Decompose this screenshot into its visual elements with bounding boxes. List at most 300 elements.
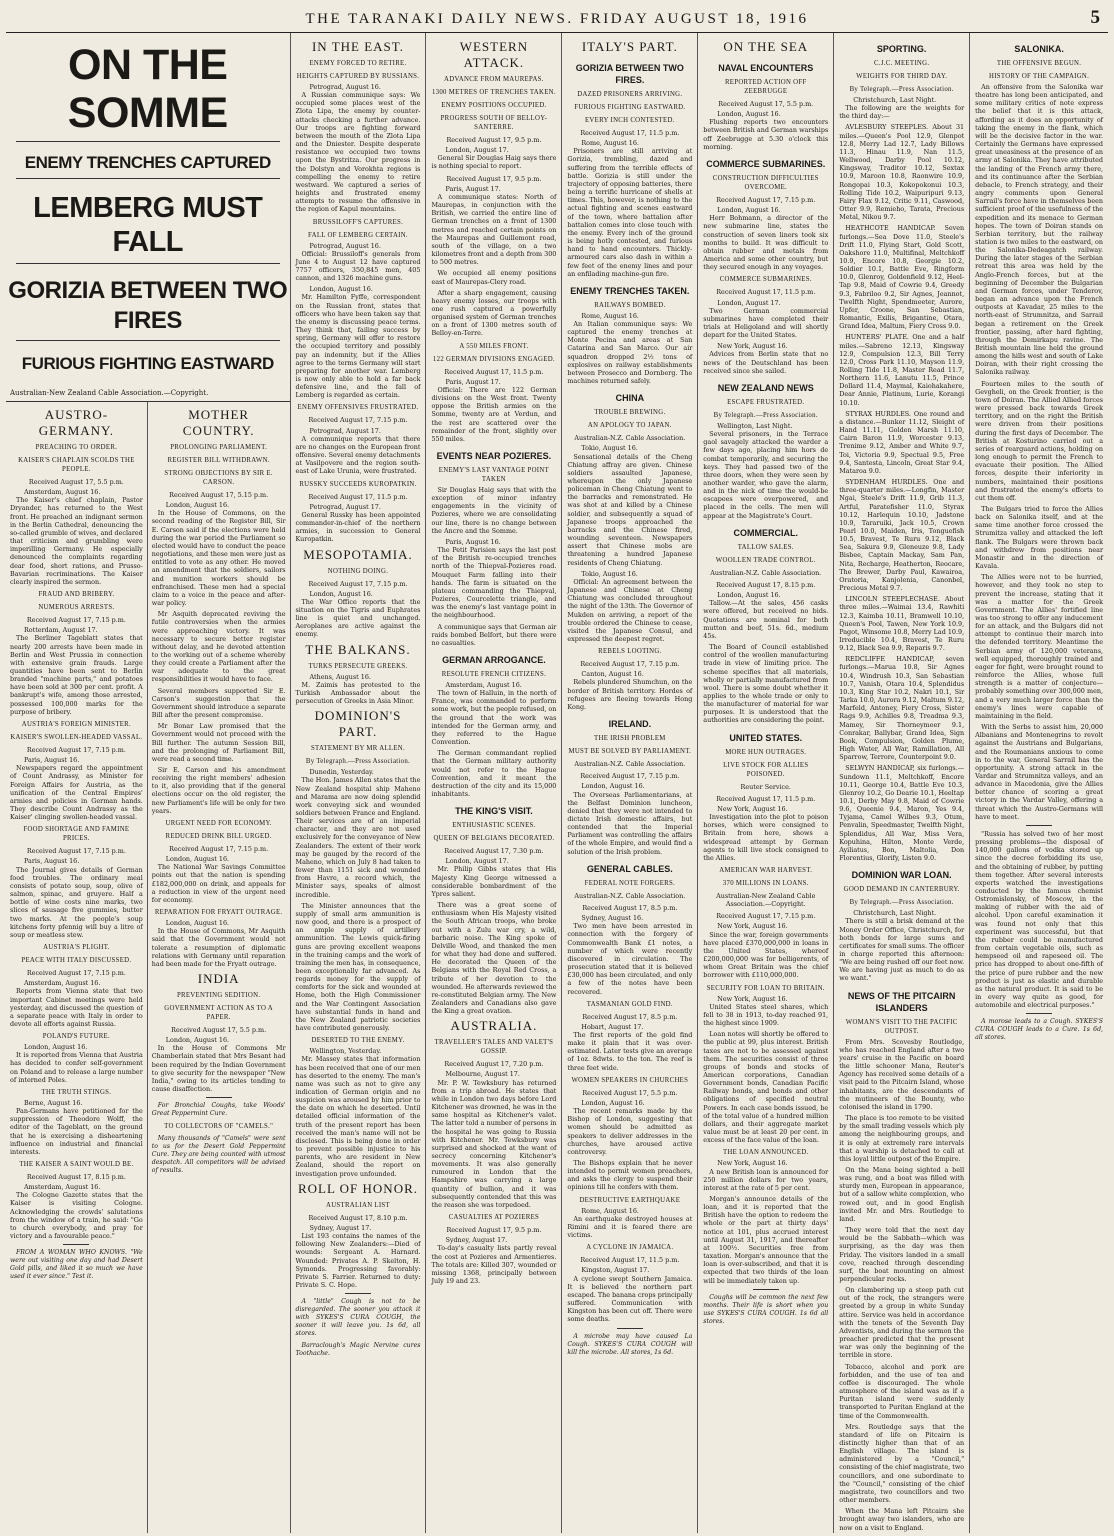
section-head: AUSTRALIA. bbox=[450, 1018, 538, 1034]
section-head: IRELAND. bbox=[608, 719, 652, 730]
dateline: Sydney, August 17. bbox=[309, 1223, 372, 1232]
article-text: The recent remarks made by the Bishop of London, suggesting that women should be admitted as speakers to deliver addresses in the churches, have aroused active controversy. bbox=[567, 1107, 693, 1156]
article-text: M. Zaimis has protested to the Turkish Ambassador about the persecution of Greeks in Asia Minor. bbox=[295, 680, 421, 706]
in-the-east-column bbox=[291, 33, 427, 1533]
article-text: On the Mana being sighted a bell was rung, and a boat was filled with sturdy men, European in appearance, but of a sallow white complexion, who rowed out, and in good English invited Mr. and Mrs. Routledge to land. bbox=[839, 1165, 965, 1223]
subhead: NOTHING DOING. bbox=[327, 567, 389, 575]
received-line: Received August 17, 9.5 p.m. bbox=[446, 136, 542, 144]
dateline: London, August 16. bbox=[309, 589, 373, 598]
subhead: GORIZIA BETWEEN TWO FIRES. bbox=[575, 63, 684, 85]
advertisement: A microbe may have caused La Cough. SYKES'S CURA COUGH will kill the microbe. All stores, 1s 6d. bbox=[567, 1332, 693, 1356]
article-text: Herr Bohmann, a director of the new submarine line, states the construction of seven liners took six months to build. It was difficult to obtain rubber and metals from America and some other country, but they secured enough in any voyages. bbox=[703, 214, 829, 272]
article-text: The first reports of the gold find make it plain that it was over-estimated. Later tests give an average of 1oz. 8dwts. to the ton. The reef is three feet wide. bbox=[567, 1030, 693, 1072]
dateline: London, August 16. bbox=[309, 285, 373, 294]
subhead: GOVERNMENT ACTION AS TO A PAPER. bbox=[164, 1004, 273, 1021]
subhead: AMERICAN WAR HARVEST. bbox=[719, 867, 813, 874]
dateline: New York, August 16. bbox=[717, 804, 788, 813]
article-text: Since the war, foreign governments have placed £370,000,000 in loans in the United States, whereof £200,000,000 was for belligerents, of whom Great Britain was the chief borrower with £110,000,000. bbox=[703, 930, 829, 980]
received-line: Received August 17, 8.10 p.m. bbox=[308, 1213, 408, 1222]
article-text: Fourteen miles to the south of Gevgheli, on the Greek frontier, is the town of Doiran. The Allied Allied forces were pressed back towards Greek territory, and on the right the British were driven from their positions during the first days of December. The British at Kosturino carried out a series of rearguard actions, holding on long enough to permit the French to evacuate their position. The Allied forces, despite their inferiority in numbers, maintained their positions and frustrated the enemy's efforts to cut them off. bbox=[975, 379, 1104, 502]
article-text: Sir E. Carson and his amendment receiving the right members' adhesion to it, also providing that if the general elections occur on the old register, the new Parliament's life will be only for two years. bbox=[151, 766, 286, 815]
dateline: London, August 16. bbox=[581, 782, 645, 791]
dateline: Christchurch, Last Night. bbox=[853, 96, 937, 104]
subhead: FOOD SHORTAGE AND FAMINE PRICES. bbox=[23, 826, 130, 843]
article-text: They were told that the next day would be the Sabbath—which was surprising, as the day was then Friday. The visitors landed in a small cove, reached through descending surf, the boat mounting on almost perpendicular rocks. bbox=[839, 1226, 965, 1283]
article-text: Official: There are 122 German divisions on the West front. Twenty oppose the British armies on the Somme, twenty are at Verdun, and the rest are scattered over the remainder of the front, slightly over 550 miles. bbox=[431, 385, 557, 443]
salonika-column bbox=[970, 33, 1108, 1533]
article-text: Reports from Vienna state that two important Cabinet meetings were held yesterday, and discussed the question of a separate peace with Italy in order to devote all efforts against Russia. bbox=[10, 987, 143, 1028]
dateline: London, August 17. bbox=[717, 298, 781, 307]
article-text: Mr. Philip Gibbs states that His Majesty King George witnessed a considerable bombardment of the Ypres salient. bbox=[431, 865, 557, 898]
article-text: The town of Halluin, in the north of France, was commanded to perform some work, but the people refused, on the ground that the work was intended for the German army, and they referred to the Hague Convention. bbox=[431, 689, 557, 747]
article-text: General Sir Douglas Haig says there is nothing special to report. bbox=[431, 154, 557, 171]
subhead: HISTORY OF THE CAMPAIGN. bbox=[989, 73, 1090, 80]
dateline: Sydney, August 17. bbox=[445, 1236, 508, 1245]
subhead: AUSTRIA'S PLIGHT. bbox=[43, 944, 110, 952]
section-head: EVENTS NEAR POZIERES. bbox=[436, 451, 552, 461]
dateline: London, August 17. bbox=[445, 146, 509, 155]
article-text: Mr. Hamilton Fyffe, correspondent on the Russian front, states that officers who have been taken say that the enemy is discussing peace terms. They think that, failing success by spring, Germany will offer to restore the occupied territory and possibly pay an indemnity, but if the Allies agree to the terms Germany will start preparing for another war. Lemberg is now only able to hold a far back defensive line, and the fall of Lemberg is regarded as certain. bbox=[295, 293, 421, 400]
dateline: Rome, August 16. bbox=[581, 311, 639, 320]
section-head: NEWS OF THE PITCAIRN ISLANDERS bbox=[847, 990, 956, 1013]
subhead: BRUSSILOFF'S CAPTURES. bbox=[312, 218, 404, 226]
dateline: Wellington, Yesterday. bbox=[309, 1047, 382, 1056]
section-head: SPORTING. bbox=[876, 44, 927, 54]
section-head: ENEMY TRENCHES TAKEN. bbox=[570, 285, 690, 296]
article-text: Mrs. Routledge says that the standard of life on Pitcairn is distinctly higher than that of an English village. The island is administered by a "Council," consisting of the chief magistrate, two councillors, and one subordinate to the "Council," consisting of the chief magistrate, two councillors and two other members. bbox=[839, 1422, 965, 1505]
subhead: NUMEROUS ARRESTS. bbox=[38, 604, 115, 612]
dateline: London, August 16. bbox=[717, 110, 781, 119]
subhead: KAISER'S SWOLLEN-HEADED VASSAL. bbox=[10, 733, 143, 741]
advertisement: For Bronchial Coughs, take Woods' Great Peppermint Cure. bbox=[151, 1102, 286, 1118]
dateline: London, August 17. bbox=[445, 857, 509, 866]
subhead: By Telegraph.—Press Association. bbox=[849, 86, 954, 93]
received-line: Received August 17, 11.5 p.m. bbox=[308, 492, 408, 501]
dateline: London, August 16. bbox=[24, 1043, 88, 1052]
race-weights: LINCOLN STEEPLECHASE. About three miles.—Waimai 13.4, Rawhiti 12.3, Kaimba 10.11, Bramwell 10.10, Queen's Pool, Tawen, New York 10.9, Pagot, Winsome 10.8, Merry Lad 10.9, Irreducible 10.4, Bravest, Te Ruru 9.12, Black Sea 9.9, Reparis 9.7. bbox=[839, 595, 965, 653]
article-text: To-day's casualty lists partly reveal the cost at Pozieres and Armentieres. The totals are: Killed 307, wounded or missing 1368, principally between July 19 and 23. bbox=[431, 1244, 557, 1286]
headline-somme: ON THE SOMME bbox=[67, 41, 228, 137]
subhead: REPARATION FOR FRYATT OUTRAGE. bbox=[154, 909, 283, 917]
subhead: FURIOUS FIGHTING EASTWARD. bbox=[574, 104, 686, 111]
subhead: URGENT NEED FOR ECONOMY. bbox=[165, 819, 272, 827]
credit-line: Australian-N.Z. Cable Association. bbox=[574, 434, 686, 443]
subhead: 122 GERMAN DIVISIONS ENGAGED. bbox=[432, 355, 555, 363]
dateline: Kingston, August 17. bbox=[581, 1266, 650, 1275]
section-head: NEW ZEALAND NEWS bbox=[717, 382, 814, 393]
article-text: The following are the weights for the third day:— bbox=[839, 104, 965, 121]
dateline: Rotterdam, August 17. bbox=[24, 626, 98, 635]
subhead: REBELS LOOTING. bbox=[598, 648, 662, 656]
subhead: RESOLUTE FRENCH CITIZENS. bbox=[441, 670, 547, 678]
race-weights: AVLESBURY STEEPLES. About 31 miles.—Queen's Pool 12.9, Glenpot 12.8, Merry Lad 12.7, Lady Billows 11.3, Hinau 11.9, Nan 11.5, Wellwood, Darby Pool 10.12, Kingsway, Traditor 10.12, Sextax 10.9, Maroon 10.8, Raonwire 10.9, Rongopai 10.3, Kokopokonui 10.3, Rolling Tide 10.2, Waipuripuri 9.13, Fairy Flax 9.12, Critic 9.11, Caswood, Otter 9.9, Remieho, Tarata, Precious Metal, Nikou 9.7. bbox=[839, 123, 965, 222]
received-line: Received August 17, 5.5 p.m. bbox=[171, 1025, 267, 1034]
article-text: Mr. Massey states that information has been received that one of our men has deserted to the enemy. The man's name was such as not to give any indication of German origin and no suspicion was aroused by him prior to the date on which he deserted. Until detailed official information of the truth of the present report has been received the man's name will not be disclosed. This is being done in order to prevent possible injustice to his parents, who are resident in New Zealand, should the report on investigation prove unfounded. bbox=[295, 1055, 421, 1178]
article-text: Official: Brussiloff's generals from June 4 to August 12 have captured 7757 officers, 350,845 men, 405 cannon, and 1326 machine guns. bbox=[295, 249, 421, 283]
headline-trenches: ENEMY TRENCHES CAPTURED bbox=[24, 153, 271, 172]
article-text: A communique reports that there are no changes on the European front offensive. Several enemy detachments at Vasilpovere and the region south-east of Lake Urunia, were frustrated. bbox=[295, 434, 421, 476]
article-text: Mr Bonar Law promised that the Government would not proceed with the Bill further. The autumn Session Bill, and the prolonging of Parliament Bill, were read a second time. bbox=[151, 722, 286, 763]
dateline: Amsterdam, August 16. bbox=[445, 680, 522, 689]
subhead: WEIGHTS FOR THIRD DAY. bbox=[856, 73, 948, 80]
subhead: MORE HUN OUTRAGES. bbox=[725, 748, 807, 756]
subhead: PROLONGING PARLIAMENT. bbox=[170, 444, 268, 451]
received-line: Received August 17, 7.15 p.m. bbox=[580, 772, 680, 781]
dateline: London, August 16. bbox=[717, 591, 781, 600]
dateline: Christchurch, Last Night. bbox=[853, 909, 937, 918]
article-text: Mr. P. W. Tewksbury has returned from a trip abroad. He states that while in London two days before Lord Kitchener was drowned, he was in the same hospital as Kitchener's valet. The latter told a number of persons in the hospital he was going to Russia with Kitchener. Mr. Tewksbury was surprised and shocked at the want of secrecy concerning Kitchener's movements. It was also generally rumoured in London that the Hampshire was carrying a large quantity of bullion, and it was subsequently contended that this was the reason she was torpedoed. bbox=[431, 1078, 557, 1209]
advertisement: Coughs will be common the next few months. Their life is short when you use SYKES'S CURA COUGH. 1s 6d all stores. bbox=[703, 1293, 829, 1325]
subhead: FEDERAL NOTE FORGERS. bbox=[584, 879, 676, 887]
section-head: MOTHER COUNTRY. bbox=[182, 407, 255, 438]
section-head: DOMINION'S PART. bbox=[314, 708, 402, 740]
subhead: DESERTED TO THE ENEMY. bbox=[311, 1037, 405, 1045]
article-text: The Cologne Gazette states that the Kaiser is visiting Cologne. Acknowledging the crowds' salutations from the window of a train, he said: "Go to church everybody, and pray for victory and a favourable peace." bbox=[10, 1191, 143, 1241]
received-line: Received August 17, 8.15 p.m. bbox=[716, 580, 816, 589]
divider bbox=[206, 1097, 232, 1098]
divider bbox=[63, 1244, 89, 1245]
article-text: A new British loan is announced for 250 million dollars for two years, interest at the rate of 5 per cent. bbox=[703, 1167, 829, 1192]
received-line: Received August 17, 8.15 p.m. bbox=[26, 1173, 126, 1181]
received-line: Received August 17, 8.5 p.m. bbox=[582, 903, 678, 912]
subhead: FRAUD AND BRIBERY. bbox=[38, 591, 115, 599]
received-line: Received August 17, 7.30 p.m. bbox=[444, 847, 544, 856]
divider bbox=[1026, 825, 1052, 826]
credit-line: Reuter Service. bbox=[740, 782, 791, 791]
article-text: List 193 contains the names of the following New Zealanders:—Died of wounds: Sergeant A. Harnard. Wounded: Privates A. P. Skelton, H. Symonds. Progressing favorably: Private S. Farrier. Returned to duty: Private S. C. Hope. bbox=[295, 1232, 421, 1289]
article-text: Tobacco, alcohol and pork are forbidden, and the use of tea and coffee is discouraged. The whole atmosphere of the island was as if a Puritan island were suddenly transported to Puritan England at the time of the Commonwealth. bbox=[839, 1362, 965, 1420]
dateline: Petrograd, August 16. bbox=[309, 241, 381, 250]
subhead: PREACHING TO ORDER. bbox=[35, 444, 118, 451]
article-text: Investigation into the plot to poison horses, which were consigned to Britain from here, shows a widespread attempt by German agents to kill live stock consigned to the Allies. bbox=[703, 813, 829, 862]
dateline: New York, August 16. bbox=[717, 994, 788, 1003]
article-text: In the House of Commons, Mr Asquith said that the Government would not tolerate a resumption of diplomatic relations with Germany until reparation had been made for the Fryatt outrage. bbox=[151, 927, 286, 968]
received-line: Received August 17, 11.5 p.m. bbox=[716, 288, 816, 297]
subhead: TRAVELLER'S TALES AND VALET'S GOSSIP. bbox=[434, 1039, 554, 1056]
advertisement: FROM A WOMAN WHO KNOWS. "We were out visiting one day and had Desert Gold pills, and liked it so much we have used it ever since." Test it. bbox=[10, 1249, 143, 1281]
article-text: When the Mana left Pitcairn she brought away two islanders, who are now on a visit to England. bbox=[839, 1507, 965, 1532]
article-text: Several members supported Sir E. Carson's suggestion that the Government should introduce a separate Bill after the present compromise. bbox=[151, 686, 286, 720]
article-text: Two German commercial submarines have completed their trials at Heligoland and will shortly depart for the United States. bbox=[703, 306, 829, 340]
headline-eastward: FURIOUS FIGHTING EASTWARD bbox=[21, 354, 274, 373]
subhead: EVERY INCH CONTESTED. bbox=[584, 117, 675, 124]
subhead: AUSTRIA'S FOREIGN MINISTER. bbox=[21, 720, 131, 728]
article-text: Mr Asquith deprecated reviving the futile controversies when the armies were approaching victory. It was necessary to secure better register without delay, and he devoted attention to the working out of a scheme whereby they could create a Parliament after the war adequate to the great responsibilities it would have to face. bbox=[151, 610, 286, 684]
article-text: Loan notes will shortly be offered to the public at 99, plus interest. British taxes are not to be assessed against them. The securities consist of three groups of bonds and stocks of American corporations, Canadian Government bonds, Canadian Pacific Railway bonds, and bonds and other obligations of specified neutral Powers. In each case bonds issued, be of the total value of a hundred million dollars, and their aggregate market value must be at least 20 per cent. in excess of the face value of the loan. bbox=[703, 1030, 829, 1145]
article-text: The War Office reports that the situation on the Tigris and Euphrates line is quiet and unchanged. Aeroplanes are active against the enemy. bbox=[295, 597, 421, 639]
received-line: Received August 17, 7.15 p.m. bbox=[580, 660, 680, 669]
article-text: A communique states: North of Maurepas, in conjunction with the British, we carried the entire line of German trenches on a front of 1300 metres and reached certain points on the Maurepas and Guillemont road, south of the village, on a two kilometres front and a depth from 300 to 500 metres. bbox=[431, 192, 557, 267]
divider bbox=[617, 1328, 643, 1329]
race-weights: REDCLIFFE HANDICAP, seven furlongs.—Marua 10.8, Sir Agnes 10.4, Windrush 10.3, San Sebastian 10.7, Vanish, Otara 10.4, Splendidus 10.3, King Star 10.2, Nakri 10.1, Sir Tarka 10.0, Aurora 9.12, Maltum 9.12, Marfeld, Antoney, Fiery Cross, Sister Rags 9.9, Achilles 9.8, Treadma 9.3, Mamey, Sir Thorneymeer 9.1, Conrakar, Ballybar, Grand Idea, Sign Book, Compulsion, Golden Plume, High Water, All War, Ramillation, All Sparrow, Terrore, Counterpoint 9.0. bbox=[839, 655, 965, 762]
divider bbox=[345, 1293, 371, 1294]
article-text: The German commandant replied that the German military authority would not refer to the Hague Convention, and it meant the destruction of the city and its 15,000 inhabitants. bbox=[431, 749, 557, 798]
subhead: RAILWAYS BOMBED. bbox=[594, 301, 666, 309]
dateline: Amsterdam, August 16. bbox=[24, 488, 101, 497]
received-line: Received August 17, 8.5 p.m. bbox=[582, 1012, 678, 1021]
received-line: Received August 17, 7.15 p.m. bbox=[26, 745, 126, 754]
dateline: Petrograd, August 16. bbox=[309, 83, 381, 91]
divider bbox=[16, 263, 280, 264]
dateline: London, August 16. bbox=[581, 1098, 645, 1107]
section-head: DOMINION WAR LOAN. bbox=[851, 870, 952, 881]
subhead: MUST BE SOLVED BY PARLIAMENT. bbox=[568, 748, 692, 756]
subhead: STATEMENT BY MR ALLEN. bbox=[310, 745, 406, 753]
article-text: The Hon. James Allen states that the New Zealand hospital ship Maheno and Marama are now doing splendid work conveying sick and wounded soldiers between France and England. Their services are of an imperial character, and they are not used exclusively for the conveyance of New Zealanders. The extent of their work may be gauged by the record of the Maheno, which on July 8 had taken to fewer than 1151 sick and wounded from Havre, a record which, the Minister says, speaks of almost incredible. bbox=[295, 776, 421, 899]
subhead: SECURITY FOR LOAN TO BRITAIN. bbox=[706, 984, 825, 992]
on-the-sea-column bbox=[698, 33, 834, 1533]
dateline: Paris, August 17. bbox=[445, 377, 501, 386]
article-text: General Russky has been appointed commander-in-chief of the northern armies, in succession to General Kuropatkin. bbox=[295, 510, 421, 544]
received-line: Received August 17, 9.5 p.m. bbox=[446, 174, 542, 183]
dateline: London, August 16. bbox=[165, 919, 230, 928]
article-text: Pan-Germans have petitioned for the suppression of Theodore Wolff, the editor of the Tageblatt, on the ground that he is exercising a disheartening influence on industrial and financial interests. bbox=[10, 1107, 143, 1156]
subhead: ENEMY FORCED TO RETIRE. bbox=[309, 60, 407, 67]
subhead: ENEMY'S LAST VANTAGE POINT TAKEN bbox=[438, 467, 550, 483]
received-line: Received August 17, 7.15 p.m. bbox=[26, 616, 126, 625]
article-text: An Italian communique says: We captured the enemy trenches at Monte Pecina and areas at San Catarina and San Marco. Our air squadron dropped 2½ tons of explosives on railway establishments between Prosecco and Dornberg. The machines returned safely. bbox=[567, 319, 693, 386]
credit-line: Australian-N.Z. Cable Association. bbox=[710, 568, 822, 577]
article-text: The Overseas Parliamentarians, at the Belfast Dominion luncheon, denied that they were not intended to dictate Irish domestic affairs, but contended that the Imperial Parliament was controlling the affairs of the whole Empire, and would find a solution of the Irish problem. bbox=[567, 790, 693, 856]
subhead: ENEMY POSITIONS OCCUPIED. bbox=[441, 102, 547, 109]
headline-gorizia: GORIZIA BETWEEN TWO FIRES bbox=[8, 277, 288, 334]
subhead: REDUCED DRINK BILL URGED. bbox=[165, 832, 272, 840]
subhead: THE KAISER A SAINT WOULD BE. bbox=[19, 1161, 134, 1168]
divider bbox=[16, 340, 280, 341]
section-head: CHINA bbox=[615, 393, 645, 404]
article-text: An offensive from the Salonika war theatre has long been anticipated, and some military critics of note express the belief that it is this attack, affording as it does an opportunity of taking the enemy in the flank, which will be the decisive factor in the war. Certainly the Germans have expressed great uneasiness at the presence of an army at Salonika. They have attributed the landing of the French army there, and its continuance after the Serbian debacle, to French strategy, and their angry comments upon General Sarrail's force have in themselves been sufficient proof of the usefulness of the expedition and its menace to German hopes. The town of Doiran stands on Serbian territory, but the railway station is two miles to the eastward, on the Salonika-Dedeagatch railway. During the later stages of the Serbian retreat this area was held by the Anglo-French forces, but at the beginning of December the Bulgarian and German forces, under Tenderov, began an advance upon the French outposts at Kavadar, 25 miles to the north-east of Strumnitza, and Sarrail began a retirement on the Greek frontier, passing, after hard fighting, through the Demirkapu ravine. The British mountain line held the ground among the hills west and south of Lake Doiran, with their right crossing the Salonika railway. bbox=[975, 83, 1104, 377]
advertisement: A "little" Cough is not to be disregarded. The sooner you attack it with SYKES'S CURA COUGH, the sooner it will leave you. 1s 6d, all stores. bbox=[295, 1298, 421, 1338]
subhead: 1300 METRES OF TRENCHES TAKEN. bbox=[431, 89, 556, 96]
dateline: Paris, August 16. bbox=[24, 756, 80, 765]
credit-line: Australian-N.Z. Cable Association. bbox=[574, 760, 686, 769]
received-line: Received August 17, 7.15 p.m. bbox=[716, 195, 816, 204]
section-head: WESTERN ATTACK. bbox=[459, 39, 529, 70]
dateline: New York, August 16. bbox=[717, 342, 788, 351]
page-number: 5 bbox=[1090, 7, 1100, 28]
section-head: INDIA bbox=[197, 970, 240, 986]
article-text: Rebels plundered Shumchun, on the border of British territory. Hordes of refugees are fleeing towards Hong Kong. bbox=[567, 678, 693, 711]
article-text: The Board of Council established control of the woollen manufacturing trade in view of limiting price. The scheme specifies that all materials, wholly or partially manufactured from wool. There is some doubt whether it applies to the whole trade or only to the manufacturer of material for war purposes. It is understood that the authorities are considering the point. bbox=[703, 643, 829, 725]
article-text: An earthquake destroyed houses at Rimini and it is feared there are victims. bbox=[567, 1214, 693, 1240]
received-line: Received August 17, 7.15 p.m. bbox=[716, 912, 816, 921]
dateline: Tokio, August 16. bbox=[581, 569, 638, 578]
subhead: PEACE WITH ITALY DISCUSSED. bbox=[21, 957, 132, 965]
subhead: A 550 MILES FRONT. bbox=[459, 342, 529, 350]
subhead: WOMEN SPEAKERS IN CHURCHES bbox=[571, 1076, 689, 1084]
dateline: Paris, August 16. bbox=[445, 537, 501, 546]
received-line: Received August 17, 5.5 p.m. bbox=[28, 478, 124, 486]
article-text: Advices from Berlin state that no news of the Deutschland has been received since she sailed. bbox=[703, 350, 829, 375]
dateline: Canton, August 16. bbox=[581, 670, 644, 679]
section-head: THE BALKANS. bbox=[305, 641, 411, 657]
subhead: AN APOLOGY TO JAPAN. bbox=[587, 422, 672, 430]
received-line: Received August 17, 5.15 p.m. bbox=[169, 491, 269, 499]
article-text: "Russia has solved two of her most pressing problems—the disposal of 140,000 gallons of vodka stored up since the decree forbidding its use, and the obtaining of rubber, by putting them together. After several interests experts watched the investigations conducted by the famous chemist Ostromislensky, of Moscow, in the making of rubber with the aid of alcohol. Upon careful examination it was found not only that this experiment was successful, but that the rubber could be manufactured from certain vegetable oils, such as hempseed oil and rapeseed oil. The price has dropped to about one-fifth of the price of pure rubber and the new product is just as elastic and durable as the natural product. It is said to be in every way quite as good, for automobile and electrical purposes." bbox=[975, 829, 1104, 1010]
race-weights: SYDENHAM HURDLES. One and three-quarter miles.—Longfin, Master Ngai, Steele's Drift 11.9, Grib 11.3, Artful, Paratefisher 11.0, Styrax 10.12, Harlequin 10.10, Jadstone 10.9, Tararuiki, Jack 10.5, Crown Pearl 10.0, Maiden, Iris, Tonguefish 10.5, Bravest, Te Ruru 9.12, Black Sea, Sakura 9.9, Gleneuze 9.8, Lady Bisbee, Captain Mackay, Sam Pan, Nita, Recharge, Heatherton, Reocare, The Brewer, Darby Paul, Kawairoa, Oratoria, Kanjolenia, Canonbel, Precious Metal 9.7. bbox=[839, 478, 965, 593]
subhead: POLAND'S FUTURE. bbox=[42, 1033, 110, 1041]
section-head: COMMERCIAL. bbox=[733, 527, 798, 538]
received-line: Received August 17, 11.5 p.m. bbox=[580, 1256, 680, 1265]
subhead: TALLOW SALES. bbox=[737, 543, 794, 551]
subhead: 370 MILLIONS IN LOANS. bbox=[722, 880, 809, 887]
divider bbox=[16, 141, 280, 142]
credit-line: Australian-New Zealand Cable Association.—Copyright. bbox=[716, 892, 816, 909]
subhead: THE IRISH PROBLEM bbox=[594, 735, 666, 743]
subhead: WOMAN'S VISIT TO THE PACIFIC OUTPOST. bbox=[845, 1018, 958, 1035]
dateline: London, August 16. bbox=[165, 855, 230, 864]
article-text: In the House of Commons Mr Chamberlain stated that Mrs Besant had been required by the Indian Government to give security for the newspaper "New India," owing to its articles tending to cause disaffection. bbox=[151, 1044, 286, 1094]
received-line: Received August 17, 7.20 p.m. bbox=[444, 1060, 544, 1069]
subhead: DAZED PRISONERS ARRIVING. bbox=[577, 91, 683, 98]
dateline: Paris, August 16. bbox=[24, 857, 80, 866]
subhead: PREVENTING SEDITION. bbox=[176, 991, 261, 999]
section-head: AUSTRO-GERMANY. bbox=[38, 407, 115, 438]
section-head: IN THE EAST. bbox=[311, 39, 405, 54]
dateline: Amsterdam, August 16. bbox=[24, 1183, 101, 1192]
article-text: There is still a brisk demand at the Money Order Office, Christchurch, for both bonds for large sums and certificates for small sums. The officer in charge reported this afternoon: "We are being rushed off our feet now. We are having just as much to do as we want." bbox=[839, 917, 965, 983]
subhead: NAVAL ENCOUNTERS bbox=[718, 63, 814, 73]
credit-line: Australian-N.Z. Cable Association. bbox=[574, 891, 686, 900]
subhead: REPORTED ACTION OFF ZEEBRUGGE bbox=[724, 79, 807, 95]
subhead: LIVE STOCK FOR ALLIES POISONED. bbox=[723, 761, 809, 778]
received-line: Received August 17, 11.5 p.m. bbox=[580, 129, 680, 137]
dateline: London, August 16. bbox=[165, 501, 230, 510]
subhead: ESCAPE FRUSTRATED. bbox=[727, 398, 805, 406]
section-head: GERMAN ARROGANCE. bbox=[442, 654, 546, 665]
subhead: TASMANIAN GOLD FIND. bbox=[586, 1000, 673, 1008]
sporting-column bbox=[834, 33, 970, 1533]
received-line: Received August 17, 5.5 p.m. bbox=[718, 100, 814, 108]
front-subcolumns bbox=[6, 401, 290, 1533]
columns bbox=[6, 33, 1108, 1533]
advertisement: Barraclough's Magic Nervine cures Toothache. bbox=[295, 1342, 421, 1358]
section-head: COMMERCE SUBMARINES. bbox=[706, 158, 826, 169]
article-text: Prisoners are still arriving at Gorizia, trembling, dazed and suffering from the terrible effects of battle. Gorizia is still under the trajectory of opposing batteries, there being a terrific hurricane of shells at times. This, however, is nothing to the actual fighting and scenes eastward of the town, where battalion after battalion comes into close touch with the enemy. Every inch of the ground is being hotly contested, and furious hand to hand encounters. Thickly-armoured cars also dash in within a few feet of the enemy lines and pour an enfilading machine-gun fire. bbox=[567, 147, 693, 278]
article-text: The Allies were not to be hurried, however, and they took no step to prevent the increase, stating that it was a matter for the Greek Government. The Allies' fortified line was too strong to offer any inducement for an attack, and the Bulgars did not attempt to continue their march into the defended territory. Meantime the Serbian army of 120,000 veterans, well equipped, thoroughly trained and eager for fight, were brought round to reinforce the Allies, whose full strength is a matter of conjecture—probably something over 300,000 men, and a very much larger force than the enemy's lines were capable of maintaining in the field. bbox=[975, 573, 1104, 720]
subhead: By Telegraph.—Press Association. bbox=[849, 899, 954, 907]
article-text: We occupied all enemy positions east of Maurepas-Clery road. bbox=[431, 269, 557, 286]
section-head: GENERAL CABLES. bbox=[586, 863, 673, 874]
subhead: ADVANCE FROM MAUREPAS. bbox=[444, 76, 544, 83]
section-head: UNITED STATES. bbox=[729, 732, 803, 743]
dateline: Petrograd, August 17. bbox=[309, 426, 381, 435]
section-head: ITALY'S PART. bbox=[581, 39, 678, 54]
received-line: Received August 17, 9.5 p.m. bbox=[446, 1226, 542, 1235]
received-line: Received August 17, 7.15 p.m. bbox=[169, 844, 269, 853]
dateline: Rome, August 16. bbox=[581, 139, 639, 148]
subhead: PROGRESS SOUTH OF BELLOY-SANTERRE. bbox=[440, 115, 548, 131]
article-text: Sir Douglas Haig says that with the exception of minor infantry engagements in the vicinity of Pozieres, where we are consolidating our line, there is no change between the Ancre and the Somme. bbox=[431, 486, 557, 535]
dateline: Rome, August 16. bbox=[581, 1206, 639, 1215]
dateline: Melbourne, August 17. bbox=[445, 1070, 520, 1079]
dateline: New York, August 16. bbox=[717, 922, 788, 931]
received-line: Received August 17, 11.5 p.m. bbox=[444, 367, 544, 376]
subhead: STRONG OBJECTIONS BY SIR E. CARSON. bbox=[164, 470, 273, 486]
subhead: KAISER'S CHAPLAIN SCOLDS THE PEOPLE. bbox=[18, 457, 135, 473]
article-text: A communique says that German air raids bombed Belfort, but there were no casualties. bbox=[431, 622, 557, 647]
dateline: Hobart, August 17. bbox=[581, 1022, 644, 1031]
article-text: The Minister announces that the supply of small arm ammunition is now good, and there is a prospect of an ample supply of artillery ammunition. The Lewis quick-firing guns are proving excellent weapons in the training camps and the work of training the men has, in consequence, been exceptionally far advanced. As regards money for the supply of comforts for the sick and wounded at Home, both the High Commissioner and the War Contingent Association have substantial funds in hand and the New Zealand patriotic societies have contributed generously. bbox=[295, 901, 421, 1033]
dateline: Sydney, August 16. bbox=[581, 914, 644, 923]
dateline: Amsterdam, August 16. bbox=[24, 979, 101, 988]
article-text: Official: An agreement between the Japanese and Chinese at Cheng Chiatung was concluded throughout the night of the 13th. The Governor of Mukden on arriving, a report of the trouble ordered the Chinese to cease, visited the Japanese Consul, and expressed the deepest regret. bbox=[567, 577, 693, 643]
subhead: TURKS PERSECUTE GREEKS. bbox=[308, 662, 408, 670]
dateline: Dunedin, Yesterday. bbox=[309, 768, 374, 777]
subhead: ENTHUSIASTIC SCENES. bbox=[452, 822, 536, 830]
divider bbox=[753, 1289, 779, 1290]
austro-germany-column bbox=[6, 402, 148, 1533]
received-line: Received August 17, 11.5 p.m. bbox=[716, 794, 816, 803]
article-text: The Kaiser's chief chaplain, Pastor Dryander, has returned to the West front. He preached an indignant sermon in the Berlin Cathedral, denouncing the so-called grumble of wives, and declared that criticism and grumbling were imperilling Germany. He especially denounced the complaints regarding dear food, short rations, and Prusso-Bavarian recriminations. The Kaiser clearly inspired the sermon. bbox=[10, 496, 143, 586]
subhead: COMMERCE SUBMARINES. bbox=[719, 276, 812, 284]
article-text: The Petit Parisien says the last post of the British re-occupied trenches north of the Thiepval-Pozieres road. Mouquet Farm falling into their hands. The farm is situated on the plateau commanding the Thiepval, Pozieres, Courcelette triangle, and was the enemy's last vantage point in the neighbourhood. bbox=[431, 546, 557, 620]
italys-part-column bbox=[562, 33, 698, 1533]
dateline: Petrograd, August 17. bbox=[309, 502, 381, 511]
subhead: QUEEN OF BELGIANS DECORATED. bbox=[433, 835, 555, 843]
divider bbox=[1026, 1013, 1052, 1014]
article-text: The National War Savings Committee points out that the nation is spending £182,000,000 on drink, and appeals for a reduction in view of the urgent need for economy. bbox=[151, 863, 286, 904]
article-text: United States steel shares, which fell to 38 in 1913, to-day reached 91, the highest since 1909. bbox=[703, 1002, 829, 1028]
cable-credit: Australian-New Zealand Cable Association.—Copyright. bbox=[10, 389, 209, 397]
subhead: A CYCLONE IN JAMAICA. bbox=[586, 1244, 674, 1252]
subhead: CASUALTIES AT POZIERES bbox=[448, 1214, 540, 1222]
dateline: London, August 16. bbox=[717, 206, 781, 215]
subhead: DESTRUCTIVE EARTHQUAKE bbox=[579, 1196, 681, 1204]
received-line: Received August 17, 5.5 p.m. bbox=[582, 1088, 678, 1097]
subhead: HEIGHTS CAPTURED BY RUSSIANS. bbox=[296, 73, 420, 80]
article-text: Sensational details of the Cheng Chiatung affray are given. Chinese soldiers assaulted Japanese, whereupon the only Japanese policeman in Cheng Chiatung went to the barracks and remonstrated. He was shot at and killed by a Chinese soldier, and subsequently a squad of Japanese troops approached the barracks and the Chinese fired, wounding seventeen. Newspapers assert that Chinese mobs are threatening a hundred Japanese residents of Cheng Chiatung. bbox=[567, 452, 693, 567]
article-text: Several prisoners, in the Terrace gaol savagely attacked the warder a few days ago, placing him hors de combat temporarily, and securing the keys. They had passed two of the three doors, when they were seen by another warder, who gave the alarm, and in the nick of time the would-be escapees were overpowered, and placed in the cells. The men will appear at the Magistrate's Court. bbox=[703, 430, 829, 520]
article-text: Flushing reports two encounters between British and German warships off Zeebrugge at 5.30 o'clock this morning. bbox=[703, 118, 829, 151]
mother-country-column bbox=[148, 402, 290, 1533]
subhead: TO COLLECTORS OF "CAMELS." bbox=[164, 1123, 274, 1131]
received-line: Received August 17, 7.15 p.m. bbox=[308, 416, 408, 425]
race-weights: HUNTERS' PLATE. One and a half miles.—Sabreno 12.13, Kingsway 12.9, Compulsion 12.3, Bill Terry 12.0, Cross Park 11.10, Mayson 11.9, Rolling Tide 11.8, Master Read 11.7, Northern 11.6, Lanutu 11.5, Prince Dollard 11.4, Maymal, Kaiohakahere, Dear Annie, Platinum, Lurie, Korangi 10.10. bbox=[839, 333, 965, 407]
subhead: By Telegraph.—Press Association. bbox=[305, 758, 411, 766]
article-text: The Journal gives details of German food troubles. The ordinary meal consists of potato soup, soup, olive of salmon, spinac, and gruyere. Half a bottle of wine costs nine marks, two slices of sausage five gummies, butter two marks. At the people's soup kitchens forty pfennig will buy a litre of soup or meatless stew. bbox=[10, 865, 143, 939]
masthead bbox=[6, 6, 1108, 33]
subhead: WOOLLEN TRADE CONTROL. bbox=[715, 556, 816, 564]
front-column bbox=[6, 33, 291, 1533]
subhead: THE TRUTH STINGS. bbox=[41, 1088, 112, 1096]
subhead: RUSSKY SUCCEEDS KUROPATKIN. bbox=[299, 480, 417, 488]
subhead: THE LOAN ANNOUNCED. bbox=[722, 1149, 809, 1157]
dateline: Paris, August 17. bbox=[445, 184, 501, 193]
article-text: Tallow.—At the sales, 456 casks were offered, but received no bids. Quotations are nominal for both mutton and beef, 51s. 6d., medium 45s. bbox=[703, 599, 829, 640]
subhead: ENEMY OFFENSIVES FRUSTRATED. bbox=[297, 404, 419, 412]
subhead: CONSTRUCTION DIFFICULTIES OVERCOME. bbox=[712, 174, 819, 191]
article-text: It is reported from Vienna that Austria has decided to confer self-government on Poland and to release a large number of interned Poles. bbox=[10, 1051, 143, 1084]
article-text: The Berliner Tageblatt states that nearly 200 arrests have been made in Berlin and West Prussia in connection with extensive grain frauds. Large quantities have been sent to Berlin branded "machine parts," and potatoes have been sold at 300 per cent. profit. A bankrupt's wife, among those arrested, possessed 100,000 marks for the purpose of bribery. bbox=[10, 634, 143, 716]
western-attack-column bbox=[426, 33, 562, 1533]
article-text: From Mrs. Scovesby Routledge, who has reached England after a two years' cruise in the Pacific on board the little schooner Mana, Reuter's Agency has received some details of a visit paid to the Pitcairn Island, whose inhabitants, are the descendants of the mutineers of the Bounty, who colonised the island in 1790. bbox=[839, 1037, 965, 1111]
article-text: After a sharp engagement, causing heavy enemy losses, our troops with one rush captured a powerfully organised system of German trenches on a front of 1300 metres south of Belloy-en-Terre. bbox=[431, 288, 557, 338]
section-head: MESOPOTAMIA. bbox=[303, 546, 413, 562]
subhead: TROUBLE BREWING. bbox=[594, 409, 666, 417]
article-text: Two men have been arrested in connection with the forgery of Commonwealth Bank £1 notes, a number of which were recently discovered in circulation. The prosecution stated that it is believed £30,000 has been circulated, and only a few of the notes have been recovered. bbox=[567, 922, 693, 996]
dateline: London, August 16. bbox=[165, 1036, 230, 1045]
subhead: C.J.C. MEETING. bbox=[874, 60, 930, 67]
article-text: Morgan's announce details of the loan, and it is reported that the British have the option to redeem the whole or the part at thirty days' notice at 101, plus accrued interest until August 31, 1917, and thereafter at 100½. Securities free from taxation. Morgan's announce that the loan is over-subscribed, and that it is expected that two thirds of the loan will be immediately taken up. bbox=[703, 1195, 829, 1285]
advertisement: Many thousands of "Camels" were sent to us for the Desert Gold Peppermint Cure. They are being counted with utmost despatch. All competitors will be advised of results. bbox=[151, 1135, 286, 1175]
divider bbox=[16, 178, 280, 179]
article-text: In the House of Commons, on the second reading of the Register Bill, Sir E. Carson said if the elections were held during the war period the Parliament so elected would have to conduct the peace negotiations, and these men were just as entitled to vote as any other. He moved an amendment that the soldiers, sailors and munition workers should be enfranchised. These men had a special claim to a voice in the peace and after-war policy. bbox=[151, 509, 286, 608]
subhead: FALL OF LEMBERG CERTAIN. bbox=[308, 231, 408, 239]
received-line: Received August 17, 7.15 p.m. bbox=[308, 579, 408, 588]
subhead: AUSTRALIAN LIST bbox=[326, 1201, 390, 1209]
article-text: There was a great scene of enthusiasm when His Majesty visited the South African troops, who broke out with a Zulu war cry, a wild, barbaric noise. The King spoke of Delville Wood, and thanked the men for what they had done and suffered. He decorated the Queen of the Belgians with the Royal Red Cross, a tribute of her devotion to the wounded. He afterwards reviewed the re-constituted Belgian army. The New Zealanders and Canadians also gave the King a great ovation. bbox=[431, 901, 557, 1016]
